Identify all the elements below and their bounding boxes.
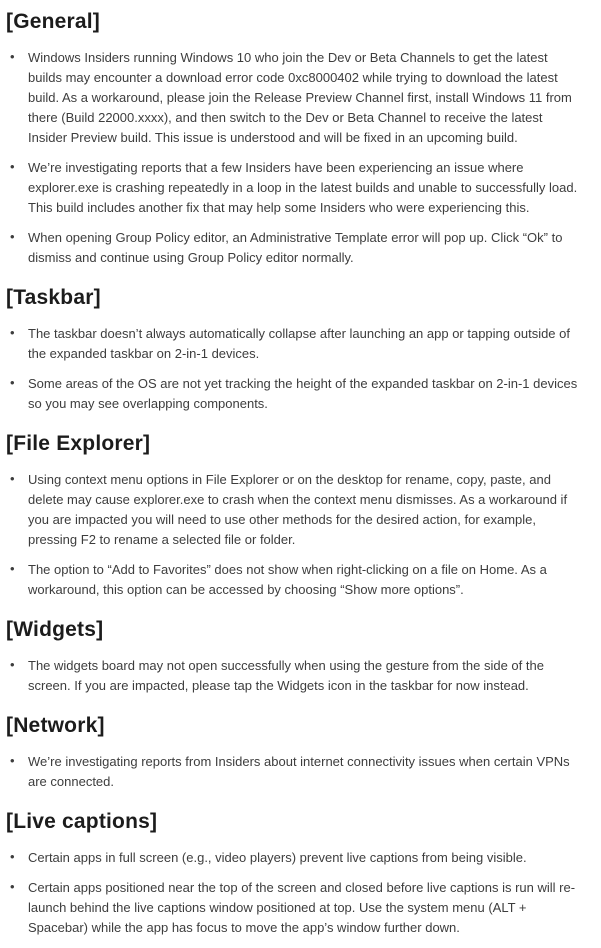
list-item-text: Certain apps in full screen (e.g., video players) prevent live captions from being visible. xyxy=(28,850,527,865)
bullet-icon: • xyxy=(10,561,15,576)
list-item xyxy=(6,848,581,868)
bullet-icon: • xyxy=(10,471,15,486)
list-item-text: Certain apps positioned near the top of the screen and closed before live captions is run will re-launch behind the live captions window positioned at top. Use the system menu (ALT + Spacebar) while the app has focus to move the app’s window further down. xyxy=(28,880,576,935)
section-heading: [Taskbar] xyxy=(6,286,101,309)
section-heading: [Live captions] xyxy=(6,810,158,833)
section-taskbar xyxy=(6,284,581,414)
list-item-text: The option to “Add to Favorites” does not show when right-clicking on a file on Home. As a workaround, this option can be accessed by choosing “Show more options”. xyxy=(28,562,547,597)
list-item-text: Windows Insiders running Windows 10 who join the Dev or Beta Channels to get the latest builds may encounter a download error code 0xc8000402 while trying to download the latest build. As a workaround, please join the Release Preview Channel first, install Windows 11 from there (Build 22000.xxxx), and then switch to the Dev or Beta Channel to receive the latest Insider Preview build. This issue is understood and will be fixed in an upcoming build. xyxy=(28,50,572,145)
list-item xyxy=(6,324,581,364)
bullet-list xyxy=(6,324,581,414)
list-item-text: The widgets board may not open successfully when using the gesture from the side of the screen. If you are impacted, please tap the Widgets icon in the taskbar for now instead. xyxy=(28,658,544,693)
section-heading: [General] xyxy=(6,10,100,33)
bullet-icon: • xyxy=(10,849,15,864)
list-item xyxy=(6,470,581,550)
section-file-explorer xyxy=(6,430,581,600)
list-item-text: Some areas of the OS are not yet tracking the height of the expanded taskbar on 2-in-1 devices so you may see overlapping components. xyxy=(28,376,578,411)
list-item xyxy=(6,228,581,268)
bullet-icon: • xyxy=(10,753,15,768)
list-item xyxy=(6,878,581,938)
bullet-list xyxy=(6,470,581,600)
section-heading: [Widgets] xyxy=(6,618,104,641)
section-heading: [Network] xyxy=(6,714,105,737)
list-item-text: We’re investigating reports from Insiders about internet connectivity issues when certain VPNs are connected. xyxy=(28,754,570,789)
list-item xyxy=(6,656,581,696)
list-item-text: Using context menu options in File Explorer or on the desktop for rename, copy, paste, and delete may cause explorer.exe to crash when the context menu dismisses. As a workaround if you are impacted you will need to use other methods for the desired action, for example, pressing F2 to rename a selected file or folder. xyxy=(28,472,568,547)
bullet-icon: • xyxy=(10,49,15,64)
list-item-text: We’re investigating reports that a few Insiders have been experiencing an issue where explorer.exe is crashing repeatedly in a loop in the latest builds and unable to successfully load. This build includes another fix that may help some Insiders who were experiencing this. xyxy=(28,160,578,215)
bullet-icon: • xyxy=(10,159,15,174)
section-general xyxy=(6,8,581,268)
bullet-icon: • xyxy=(10,879,15,894)
bullet-icon: • xyxy=(10,375,15,390)
bullet-list xyxy=(6,48,581,268)
bullet-list xyxy=(6,848,581,938)
list-item xyxy=(6,560,581,600)
list-item-text: The taskbar doesn’t always automatically collapse after launching an app or tapping outside of the expanded taskbar on 2-in-1 devices. xyxy=(28,326,570,361)
section-widgets xyxy=(6,616,581,696)
list-item-text: When opening Group Policy editor, an Administrative Template error will pop up. Click “Ok” to dismiss and continue using Group Policy editor normally. xyxy=(28,230,563,265)
list-item xyxy=(6,752,581,792)
bullet-icon: • xyxy=(10,657,15,672)
bullet-list xyxy=(6,656,581,696)
bullet-icon: • xyxy=(10,229,15,244)
section-heading: [File Explorer] xyxy=(6,432,151,455)
list-item xyxy=(6,48,581,148)
section-network xyxy=(6,712,581,792)
sections-container xyxy=(6,8,581,938)
bullet-icon: • xyxy=(10,325,15,340)
bullet-list xyxy=(6,752,581,792)
section-live-captions xyxy=(6,808,581,938)
list-item xyxy=(6,158,581,218)
list-item xyxy=(6,374,581,414)
